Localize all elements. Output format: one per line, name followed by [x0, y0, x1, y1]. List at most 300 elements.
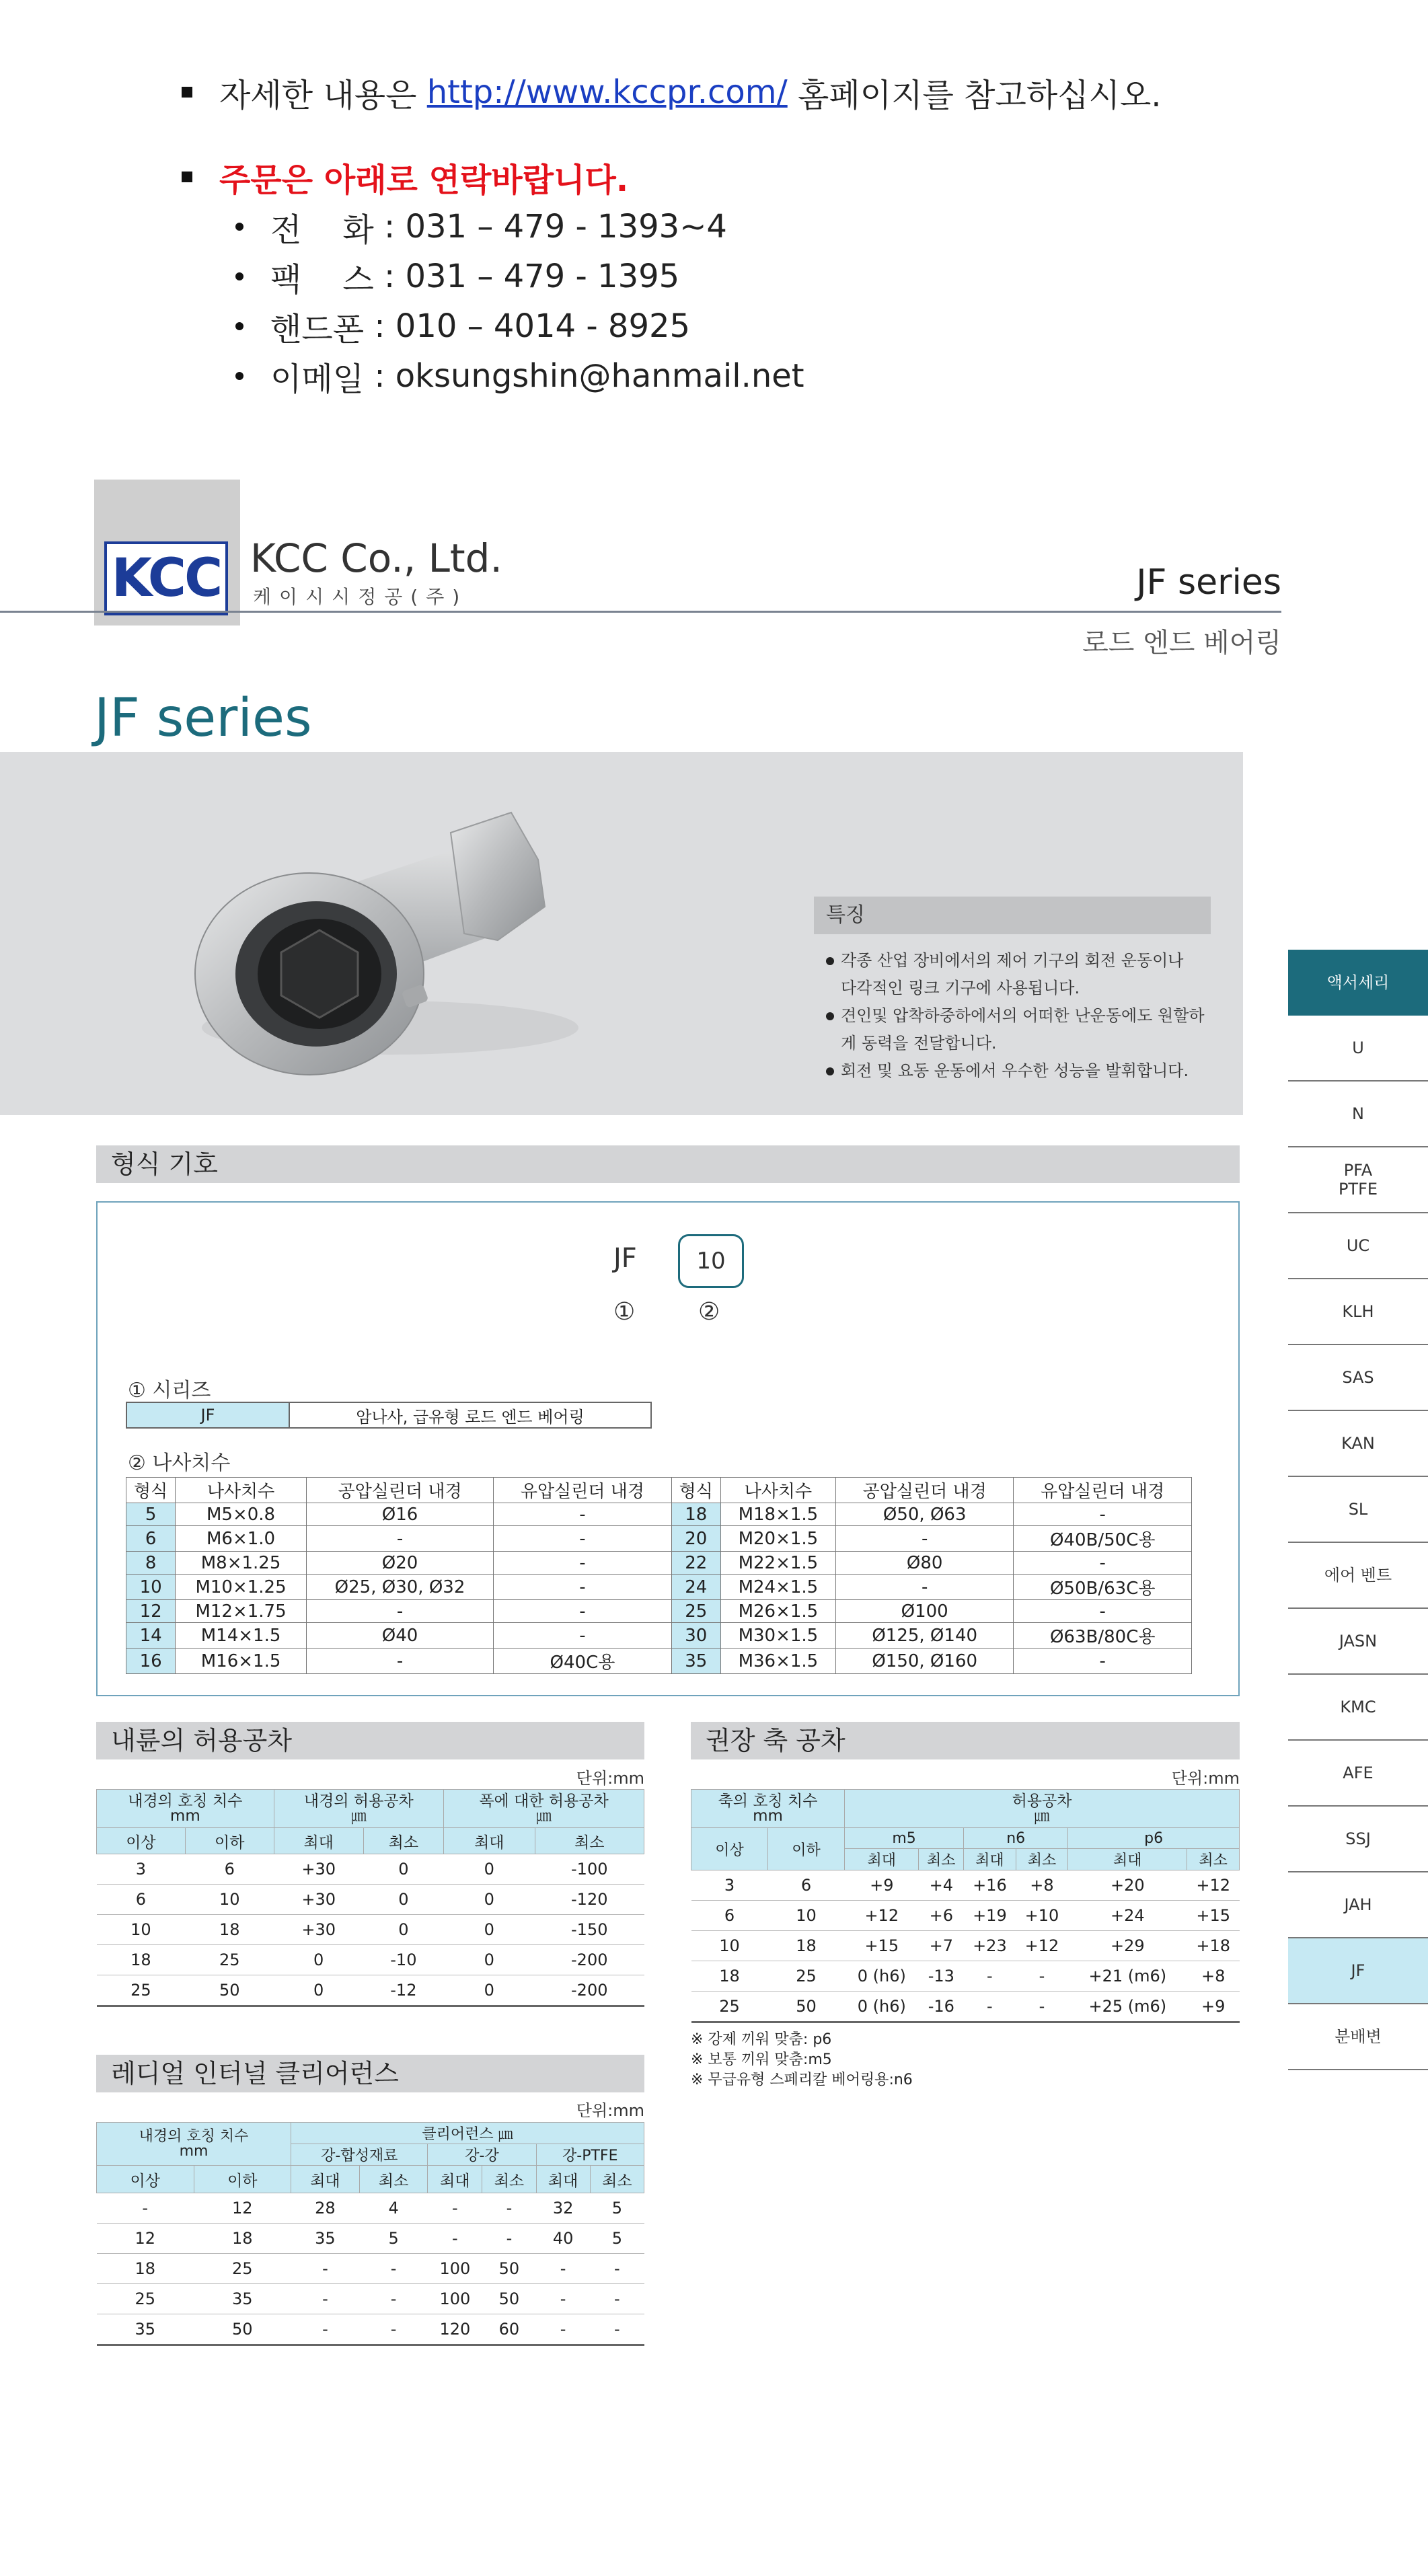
table-cell: +15: [845, 1931, 919, 1961]
column-header: 최소: [1187, 1849, 1240, 1870]
table-row: [97, 1975, 644, 2006]
table-cell: -: [1014, 1503, 1192, 1526]
table-cell: -: [835, 1575, 1014, 1600]
bullet-dot-icon: [235, 223, 243, 231]
nav-item-9[interactable]: 에어 벤트: [1288, 1543, 1428, 1609]
table-cell: M14×1.5: [176, 1623, 307, 1649]
table-row: [126, 1649, 1192, 1674]
table-cell: 0: [444, 1854, 535, 1885]
table-cell: -: [536, 2254, 590, 2284]
table-cell: M22×1.5: [720, 1552, 835, 1575]
column-header: 최대: [845, 1849, 919, 1870]
table-cell: 50: [185, 1975, 274, 2006]
column-header: 이하: [194, 2166, 291, 2193]
contact-label: 전 화: [270, 211, 374, 249]
table-cell: -: [1014, 1552, 1192, 1575]
table-cell: 10: [126, 1575, 176, 1600]
column-header: 최소: [590, 2166, 644, 2193]
table-cell: M10×1.25: [176, 1575, 307, 1600]
table-row: [126, 1623, 1192, 1649]
contact-value: : 010 – 4014 - 8925: [364, 307, 691, 345]
nav-item-4[interactable]: UC: [1288, 1213, 1428, 1279]
table-cell: -: [306, 1526, 493, 1552]
table-cell: -: [835, 1526, 1014, 1552]
table-cell: +8: [1187, 1961, 1240, 1992]
table-cell: -150: [535, 1915, 644, 1945]
table-cell: 8: [126, 1552, 176, 1575]
table-cell: 18: [671, 1503, 720, 1526]
table-row: [97, 1945, 644, 1975]
column-header: 축의 호칭 치수 mm: [691, 1790, 845, 1828]
table-row: [126, 1600, 1192, 1623]
table-cell: -200: [535, 1945, 644, 1975]
logo-mark: [104, 541, 228, 615]
table-cell: -: [306, 1600, 493, 1623]
feature-item-cont: 다각적인 링크 기구에 사용됩니다.: [841, 979, 1080, 997]
table-cell: -: [97, 2193, 194, 2224]
rod-end-bearing-image: [182, 806, 585, 1088]
table-cell: -: [291, 2314, 360, 2345]
feature-item: 견인및 압착하중하에서의 어떠한 난운동에도 원할하: [825, 1002, 1228, 1030]
table-cell: -: [590, 2314, 644, 2345]
shaft-notes: [691, 2030, 913, 2090]
nav-item-12[interactable]: AFE: [1288, 1741, 1428, 1807]
column-header: 내경의 호칭 치수 mm: [97, 2123, 291, 2166]
column-header: 유압실린더 내경: [1014, 1478, 1192, 1503]
table-cell: +21 (m6): [1068, 1961, 1187, 1992]
nav-item-13[interactable]: SSJ: [1288, 1807, 1428, 1872]
table-cell: M5×0.8: [176, 1503, 307, 1526]
column-header: 최대: [274, 1828, 363, 1854]
table-cell: 3: [691, 1870, 768, 1901]
nav-item-8[interactable]: SL: [1288, 1477, 1428, 1543]
table-header-row: [97, 2166, 644, 2193]
table-cell: +29: [1068, 1931, 1187, 1961]
contact-fax: [182, 252, 1191, 301]
model-code-heading: 형식 기호: [96, 1145, 1240, 1183]
contact-value[interactable]: : oksungshin@hanmail.net: [364, 357, 804, 395]
table-cell: 25: [97, 2284, 194, 2314]
header-series: JF series: [1136, 562, 1281, 603]
code-size: 10: [678, 1234, 744, 1288]
table-cell: -: [494, 1552, 672, 1575]
table-cell: 12: [126, 1600, 176, 1623]
order-line: [182, 152, 1191, 202]
feature-item: 회전 및 요동 운동에서 우수한 성능을 발휘합니다.: [825, 1057, 1228, 1085]
table-cell: 50: [768, 1992, 845, 2022]
table-row: [97, 2224, 644, 2254]
inner-tol-unit: 단위:mm: [576, 1769, 644, 1788]
table-cell: -: [291, 2284, 360, 2314]
column-header: 최소: [482, 2166, 536, 2193]
table-cell: -: [1014, 1600, 1192, 1623]
table-cell: 100: [428, 2284, 482, 2314]
table-cell: -: [964, 1992, 1016, 2022]
table-cell: 12: [194, 2193, 291, 2224]
nav-item-11[interactable]: KMC: [1288, 1675, 1428, 1741]
feature-item: 각종 산업 장비에서의 제어 기구의 회전 운동이나: [825, 947, 1228, 975]
table-cell: M24×1.5: [720, 1575, 835, 1600]
header-series-sub: 로드 엔드 베어링: [1082, 628, 1281, 658]
marker-2: ②: [698, 1298, 720, 1326]
table-row: [691, 1931, 1240, 1961]
column-header: 유압실린더 내경: [494, 1478, 672, 1503]
table-cell: 10: [185, 1885, 274, 1915]
table-cell: +18: [1187, 1931, 1240, 1961]
table-cell: -: [494, 1526, 672, 1552]
table-cell: 0: [363, 1885, 443, 1915]
table-cell: -: [494, 1503, 672, 1526]
table-cell: 0: [444, 1915, 535, 1945]
column-header: 최소: [919, 1849, 964, 1870]
table-cell: 28: [291, 2193, 360, 2224]
table-cell: -: [359, 2314, 428, 2345]
contact-value: : 031 – 479 - 1393~4: [373, 208, 727, 245]
logo-text: KCC: [111, 548, 221, 609]
table-row: [97, 2314, 644, 2345]
nav-item-15[interactable]: JF: [1288, 1938, 1428, 2004]
table-cell: -120: [535, 1885, 644, 1915]
table-cell: 100: [428, 2254, 482, 2284]
table-cell: JF: [126, 1402, 289, 1428]
table-row: [126, 1526, 1192, 1552]
table-cell: 50: [482, 2284, 536, 2314]
radial-unit: 단위:mm: [576, 2101, 644, 2120]
table-cell: Ø80: [835, 1552, 1014, 1575]
column-header: 강-합성재료: [291, 2144, 428, 2166]
table-cell: M12×1.75: [176, 1600, 307, 1623]
shaft-tol-heading: 권장 축 공차: [691, 1722, 1240, 1759]
table-cell: +9: [845, 1870, 919, 1901]
table-cell: 18: [768, 1931, 845, 1961]
table-cell: -: [494, 1623, 672, 1649]
features-heading: 특징: [814, 897, 1211, 934]
table-cell: +10: [1016, 1901, 1068, 1931]
table-cell: M16×1.5: [176, 1649, 307, 1674]
code-series: JF: [613, 1243, 637, 1274]
table-cell: 35: [194, 2284, 291, 2314]
homepage-link[interactable]: http://www.kccpr.com/: [426, 73, 788, 111]
table-cell: 25: [185, 1945, 274, 1975]
table-cell: +12: [1016, 1931, 1068, 1961]
bullet-dot-icon: [235, 322, 243, 330]
column-header: 최소: [535, 1828, 644, 1854]
table-cell: 6: [185, 1854, 274, 1885]
column-header: m5: [845, 1828, 964, 1849]
info-text-post: 홈페이지를 참고하십시오.: [798, 76, 1162, 114]
table-cell: 0: [444, 1975, 535, 2006]
table-row: [126, 1575, 1192, 1600]
column-header: 내경의 호칭 치수 mm: [97, 1790, 274, 1828]
header-divider: [0, 611, 1281, 613]
table-cell: 6: [97, 1885, 186, 1915]
table-cell: 0: [444, 1945, 535, 1975]
column-header: 이하: [185, 1828, 274, 1854]
table-cell: 5: [590, 2193, 644, 2224]
table-cell: M6×1.0: [176, 1526, 307, 1552]
table-cell: +19: [964, 1901, 1016, 1931]
bullet-square-icon: [182, 172, 192, 182]
column-header: 내경의 허용공차 ㎛: [274, 1790, 443, 1828]
table-cell: 5: [126, 1503, 176, 1526]
thread-subheading: ② 나사치수: [128, 1451, 231, 1475]
column-header: 최대: [1068, 1849, 1187, 1870]
table-cell: -: [306, 1649, 493, 1674]
table-cell: Ø125, Ø140: [835, 1623, 1014, 1649]
company-name-ko: 케이시시정공(주): [253, 586, 468, 608]
table-cell: -: [590, 2284, 644, 2314]
contact-label: 핸드폰: [270, 310, 365, 348]
table-cell: 35: [97, 2314, 194, 2345]
table-cell: 30: [671, 1623, 720, 1649]
contact-mobile: [182, 301, 1191, 351]
series-table: [126, 1402, 652, 1429]
contact-label: 이메일: [270, 360, 365, 398]
table-cell: +12: [1187, 1870, 1240, 1901]
table-cell: 50: [482, 2254, 536, 2284]
table-cell: 6: [768, 1870, 845, 1901]
table-cell: -: [359, 2254, 428, 2284]
shaft-tol-unit: 단위:mm: [1171, 1769, 1240, 1788]
table-cell: 10: [691, 1931, 768, 1961]
table-cell: -: [428, 2193, 482, 2224]
column-header: 이하: [768, 1828, 845, 1870]
column-header: n6: [964, 1828, 1068, 1849]
company-name: KCC Co., Ltd.: [250, 535, 502, 581]
table-cell: -16: [919, 1992, 964, 2022]
table-header-row: [97, 1790, 644, 1828]
table-cell: -200: [535, 1975, 644, 2006]
table-cell: -: [536, 2284, 590, 2314]
table-header-row: [126, 1478, 1192, 1503]
table-cell: Ø100: [835, 1600, 1014, 1623]
table-cell: -: [494, 1600, 672, 1623]
table-cell: 18: [97, 1945, 186, 1975]
table-cell: +25 (m6): [1068, 1992, 1187, 2022]
table-cell: Ø40C용: [494, 1649, 672, 1674]
table-cell: M20×1.5: [720, 1526, 835, 1552]
table-header-row: [97, 1828, 644, 1854]
order-notice: 주문은 아래로 연락바랍니다.: [219, 161, 629, 199]
inner-tol-heading: 내륜의 허용공차: [96, 1722, 644, 1759]
table-row: [97, 1915, 644, 1945]
table-cell: -100: [535, 1854, 644, 1885]
column-header: 최소: [1016, 1849, 1068, 1870]
table-cell: -: [291, 2254, 360, 2284]
table-cell: +23: [964, 1931, 1016, 1961]
contact-phone: [182, 202, 1191, 252]
column-header: 강-PTFE: [536, 2144, 644, 2166]
table-cell: M18×1.5: [720, 1503, 835, 1526]
table-cell: 35: [671, 1649, 720, 1674]
features-list: [825, 947, 1228, 1085]
column-header: 최대: [428, 2166, 482, 2193]
table-cell: 0 (h6): [845, 1961, 919, 1992]
table-cell: +8: [1016, 1870, 1068, 1901]
radial-table: [96, 2122, 644, 2346]
thread-table: [126, 1477, 1192, 1674]
info-line: [182, 67, 1191, 117]
table-cell: 18: [97, 2254, 194, 2284]
column-header: 최대: [536, 2166, 590, 2193]
table-cell: 0: [444, 1885, 535, 1915]
table-row: [126, 1552, 1192, 1575]
table-cell: -: [1016, 1961, 1068, 1992]
bullet-dot-icon: [235, 372, 243, 380]
table-cell: +16: [964, 1870, 1016, 1901]
nav-item-16[interactable]: 분배변: [1288, 2004, 1428, 2070]
info-text-pre: 자세한 내용은: [219, 76, 417, 114]
table-row: [97, 1885, 644, 1915]
table-cell: Ø40B/50C용: [1014, 1526, 1192, 1552]
table-cell: 20: [671, 1526, 720, 1552]
column-header: 허용공차 ㎛: [845, 1790, 1240, 1828]
inner-tol-table: [96, 1789, 644, 2007]
table-cell: +6: [919, 1901, 964, 1931]
column-header: 형식: [671, 1478, 720, 1503]
table-cell: 25: [194, 2254, 291, 2284]
column-header: p6: [1068, 1828, 1240, 1849]
column-header: 나사치수: [720, 1478, 835, 1503]
column-header: 이상: [691, 1828, 768, 1870]
table-cell: +20: [1068, 1870, 1187, 1901]
table-cell: +4: [919, 1870, 964, 1901]
nav-item-3[interactable]: PFA PTFE: [1288, 1147, 1428, 1213]
table-cell: Ø40: [306, 1623, 493, 1649]
table-cell: 암나사, 급유형 로드 엔드 베어링: [289, 1402, 651, 1428]
table-row: [691, 1901, 1240, 1931]
table-header-row: [691, 1790, 1240, 1828]
company-logo: [94, 480, 240, 626]
table-cell: +24: [1068, 1901, 1187, 1931]
nav-item-7[interactable]: KAN: [1288, 1411, 1428, 1477]
table-header-row: [97, 2123, 644, 2144]
column-header: 최대: [964, 1849, 1016, 1870]
table-row: [97, 2254, 644, 2284]
column-header: 최소: [359, 2166, 428, 2193]
table-cell: 5: [590, 2224, 644, 2254]
table-cell: Ø50B/63C용: [1014, 1575, 1192, 1600]
table-row: [126, 1503, 1192, 1526]
table-header-row: [691, 1828, 1240, 1849]
table-row: [691, 1870, 1240, 1901]
table-cell: 35: [291, 2224, 360, 2254]
column-header: 공압실린더 내경: [306, 1478, 493, 1503]
table-cell: 25: [97, 1975, 186, 2006]
table-cell: Ø20: [306, 1552, 493, 1575]
table-cell: -13: [919, 1961, 964, 1992]
column-header: 폭에 대한 허용공차 ㎛: [444, 1790, 644, 1828]
table-cell: 5: [359, 2224, 428, 2254]
column-header: 이상: [97, 1828, 186, 1854]
table-cell: 12: [97, 2224, 194, 2254]
table-row: [691, 1961, 1240, 1992]
table-cell: -: [428, 2224, 482, 2254]
table-cell: -: [482, 2224, 536, 2254]
table-cell: +9: [1187, 1992, 1240, 2022]
page-title: JF series: [94, 688, 312, 749]
nav-item-0[interactable]: 액서세리: [1288, 950, 1428, 1016]
contact-block: [182, 67, 1191, 401]
note-line: ※ 무급유형 스페리칼 베어링용:n6: [691, 2072, 913, 2088]
shaft-tol-table: [691, 1789, 1240, 2023]
table-cell: 25: [671, 1600, 720, 1623]
table-cell: M30×1.5: [720, 1623, 835, 1649]
table-cell: +12: [845, 1901, 919, 1931]
table-row: [97, 2193, 644, 2224]
table-cell: 18: [194, 2224, 291, 2254]
table-cell: 60: [482, 2314, 536, 2345]
table-cell: 14: [126, 1623, 176, 1649]
table-cell: 40: [536, 2224, 590, 2254]
nav-item-1[interactable]: U: [1288, 1016, 1428, 1082]
column-header: 최대: [291, 2166, 360, 2193]
column-header: 최소: [363, 1828, 443, 1854]
table-cell: +15: [1187, 1901, 1240, 1931]
table-row: [97, 1854, 644, 1885]
table-cell: 6: [126, 1526, 176, 1552]
table-cell: 0: [274, 1945, 363, 1975]
nav-item-10[interactable]: JASN: [1288, 1609, 1428, 1675]
column-header: 최대: [444, 1828, 535, 1854]
side-nav: [1288, 950, 1428, 2070]
table-row: [97, 2284, 644, 2314]
nav-item-14[interactable]: JAH: [1288, 1872, 1428, 1938]
marker-1: ①: [613, 1298, 636, 1326]
series-subheading: ① 시리즈: [128, 1379, 211, 1402]
nav-item-6[interactable]: SAS: [1288, 1345, 1428, 1411]
table-cell: +30: [274, 1854, 363, 1885]
table-cell: 18: [185, 1915, 274, 1945]
bullet-square-icon: [182, 87, 192, 98]
column-header: 형식: [126, 1478, 176, 1503]
table-cell: -: [536, 2314, 590, 2345]
table-cell: Ø63B/80C용: [1014, 1623, 1192, 1649]
table-cell: -10: [363, 1945, 443, 1975]
table-cell: M26×1.5: [720, 1600, 835, 1623]
table-cell: 4: [359, 2193, 428, 2224]
table-cell: 3: [97, 1854, 186, 1885]
table-cell: -: [359, 2284, 428, 2314]
table-cell: Ø150, Ø160: [835, 1649, 1014, 1674]
column-header: 클리어런스 ㎛: [291, 2123, 644, 2144]
column-header: 이상: [97, 2166, 194, 2193]
table-cell: 0: [363, 1915, 443, 1945]
table-cell: Ø25, Ø30, Ø32: [306, 1575, 493, 1600]
table-cell: 0: [274, 1975, 363, 2006]
table-cell: -: [482, 2193, 536, 2224]
column-header: 나사치수: [176, 1478, 307, 1503]
table-row: [126, 1402, 651, 1428]
table-cell: 10: [97, 1915, 186, 1945]
contact-email: [182, 351, 1191, 401]
note-line: ※ 강제 끼워 맞춤: p6: [691, 2031, 832, 2048]
column-header: 공압실린더 내경: [835, 1478, 1014, 1503]
table-cell: 0 (h6): [845, 1992, 919, 2022]
table-cell: -: [1014, 1649, 1192, 1674]
table-cell: -: [494, 1575, 672, 1600]
table-cell: 0: [363, 1854, 443, 1885]
table-cell: -: [964, 1961, 1016, 1992]
table-row: [691, 1992, 1240, 2022]
table-cell: 24: [671, 1575, 720, 1600]
nav-item-2[interactable]: N: [1288, 1082, 1428, 1147]
nav-item-5[interactable]: KLH: [1288, 1279, 1428, 1345]
contact-value: : 031 – 479 - 1395: [373, 258, 680, 295]
table-cell: Ø16: [306, 1503, 493, 1526]
table-cell: M8×1.25: [176, 1552, 307, 1575]
table-cell: 6: [691, 1901, 768, 1931]
